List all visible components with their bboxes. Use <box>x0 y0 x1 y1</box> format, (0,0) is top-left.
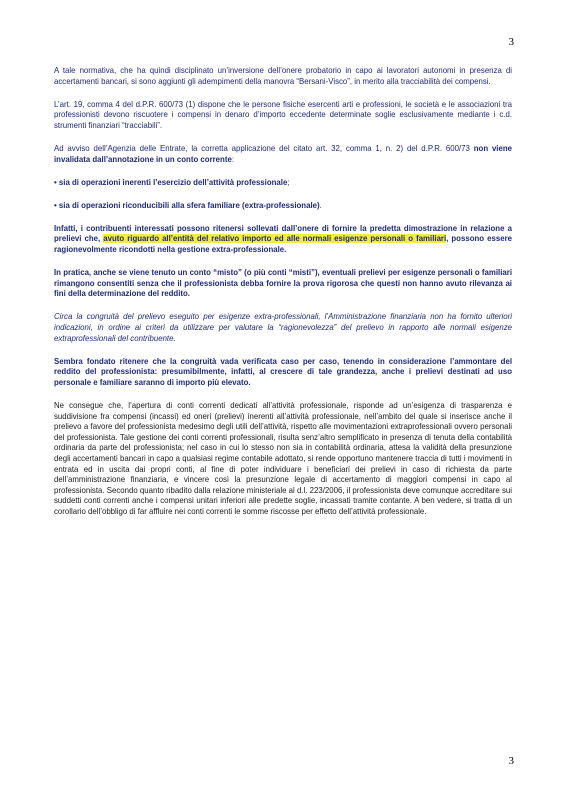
highlighted-text: avuto riguardo all’entità del relativo importo ed alle normali esigenze personali o familiari <box>103 234 447 244</box>
bullet-item-professionale <box>54 178 512 189</box>
paragraph-in-pratica: In pratica, anche se viene tenuto un conto “misto” (o più conti “misti”), eventuali prelievi per esigenze personali o familiari rimangono consentiti senza che il professionista debba fornire la prova rigorosa che questi non hanno avuto rilevanza ai fini della determinazione del reddito. <box>54 268 512 299</box>
bullet-text-end-2: . <box>319 200 322 210</box>
bullet-item-familiare <box>54 201 512 212</box>
agenzia-text-end: : <box>231 154 235 164</box>
paragraph-sembra-fondato: Sembra fondato ritenere che la congruità vada verificata caso per caso, tenendo in considerazione l’ammontare del reddito del professionista: presumibilmente, infatti, al crescere di tale grandezza, anche i prelievi destinati ad uso personale e familiare saranno di importo più elevato. <box>54 356 512 387</box>
agenzia-text: Ad avviso dell’Agenzia delle Entrate, la corretta applicazione del citato art. 32, comma 1, n. 2) del d.P.R. 600/73 <box>54 143 474 153</box>
infatti-text: Infatti, i contribuenti interessati possono ritenersi sollevati dall’onere di fornire la predetta dimostrazione in relazione a prelievi che, <box>54 223 512 244</box>
paragraph-art-19: L’art. 19, comma 4 del d.P.R. 600/73 (1) dispone che le persone fisiche esercenti arti e professioni, le società e le associazioni tra professionisti devono riscuotere i compensi in denaro d’importo eccedente determinate soglie esclusivamente mediante i c.d. strumenti finanziari “tracciabili”. <box>54 99 512 130</box>
page-number-top: 3 <box>508 36 514 48</box>
infatti-text-end: , possono essere ragionevolmente ricondotti nella gestione extra-professionale. <box>54 234 512 255</box>
paragraph-congruita: Circa la congruità del prelievo eseguito per esigenze extra-professionali, l’Amministrazione finanziaria non ha fornito ulteriori indicazioni, in ordine ai criteri da utilizzare per valutare la “ragionevolezza” del prelievo in rapporto alle normali esigenze extraprofessionali del contribuente. <box>54 312 512 343</box>
paragraph-agenzia-entrate <box>54 144 512 165</box>
paragraph-ne-consegue: Ne consegue che, l’apertura di conti correnti dedicati all’attività professionale, risponde ad un’esigenza di trasparenza e suddivisione fra compensi (incassi) ed oneri (prelievi) inerenti all’attività professionale, nell’ambito del quale si inserisce anche il prelievo a favore del professionista medesimo degli utili dell’attività, rispetto alle movimentazioni extraprofessionali ovvero personali del professionista. Tale gestione dei conti correnti professionali, risulta senz’altro semplificato in presenza di tenuta della contabilità ordinaria da parte del professionista; nel caso in cui lo stesso non sia in contabilità ordinaria, attesa la validità della presunzione degli accertamenti bancari in capo a qualsiasi regime contabile adottato, si rende opportuno mantenere traccia di tutti i movimenti in entrata ed in uscita dai propri conti, al fine di poter individuare i beneficiari dei prelievi in caso di richiesta da parte dell’amministrazione finanziaria, e vincere così la presunzione legale di accertamento di maggiori compensi in capo al professionista. Secondo quanto ribadito dalla relazione ministeriale al d.l. 223/2006, il professionista deve comunque accreditare sui suddetti conti correnti anche i compensi unitari inferiori alle predette soglie, incassati tramite contante. A ben vedere, si tratta di un corollario dell’obbligo di far affluire nei conti correnti le somme riscosse per effetto dell’attività professionale. <box>54 400 512 516</box>
bullet-text-professionale: • sia di operazioni inerenti l’esercizio dell’attività professionale <box>54 177 288 187</box>
bullet-text-familiare: • sia di operazioni riconducibili alla sfera familiare (extra-professionale) <box>54 200 320 210</box>
document-body <box>54 66 512 530</box>
agenzia-text-bold: non viene invalidata dall’annotazione in un conto corrente <box>54 143 512 164</box>
bullet-text-end-1: ; <box>287 177 290 187</box>
paragraph-infatti <box>54 224 512 256</box>
page-number-bottom: 3 <box>508 755 514 767</box>
paragraph-normativa: A tale normativa, che ha quindi disciplinato un’inversione dell’onere probatorio in capo ai lavoratori autonomi in presenza di accertamenti bancari, si sono aggiunti gli adempimenti della manovra “Bersani-Visco”, in merito alla tracciabilità dei compensi. <box>54 66 512 86</box>
